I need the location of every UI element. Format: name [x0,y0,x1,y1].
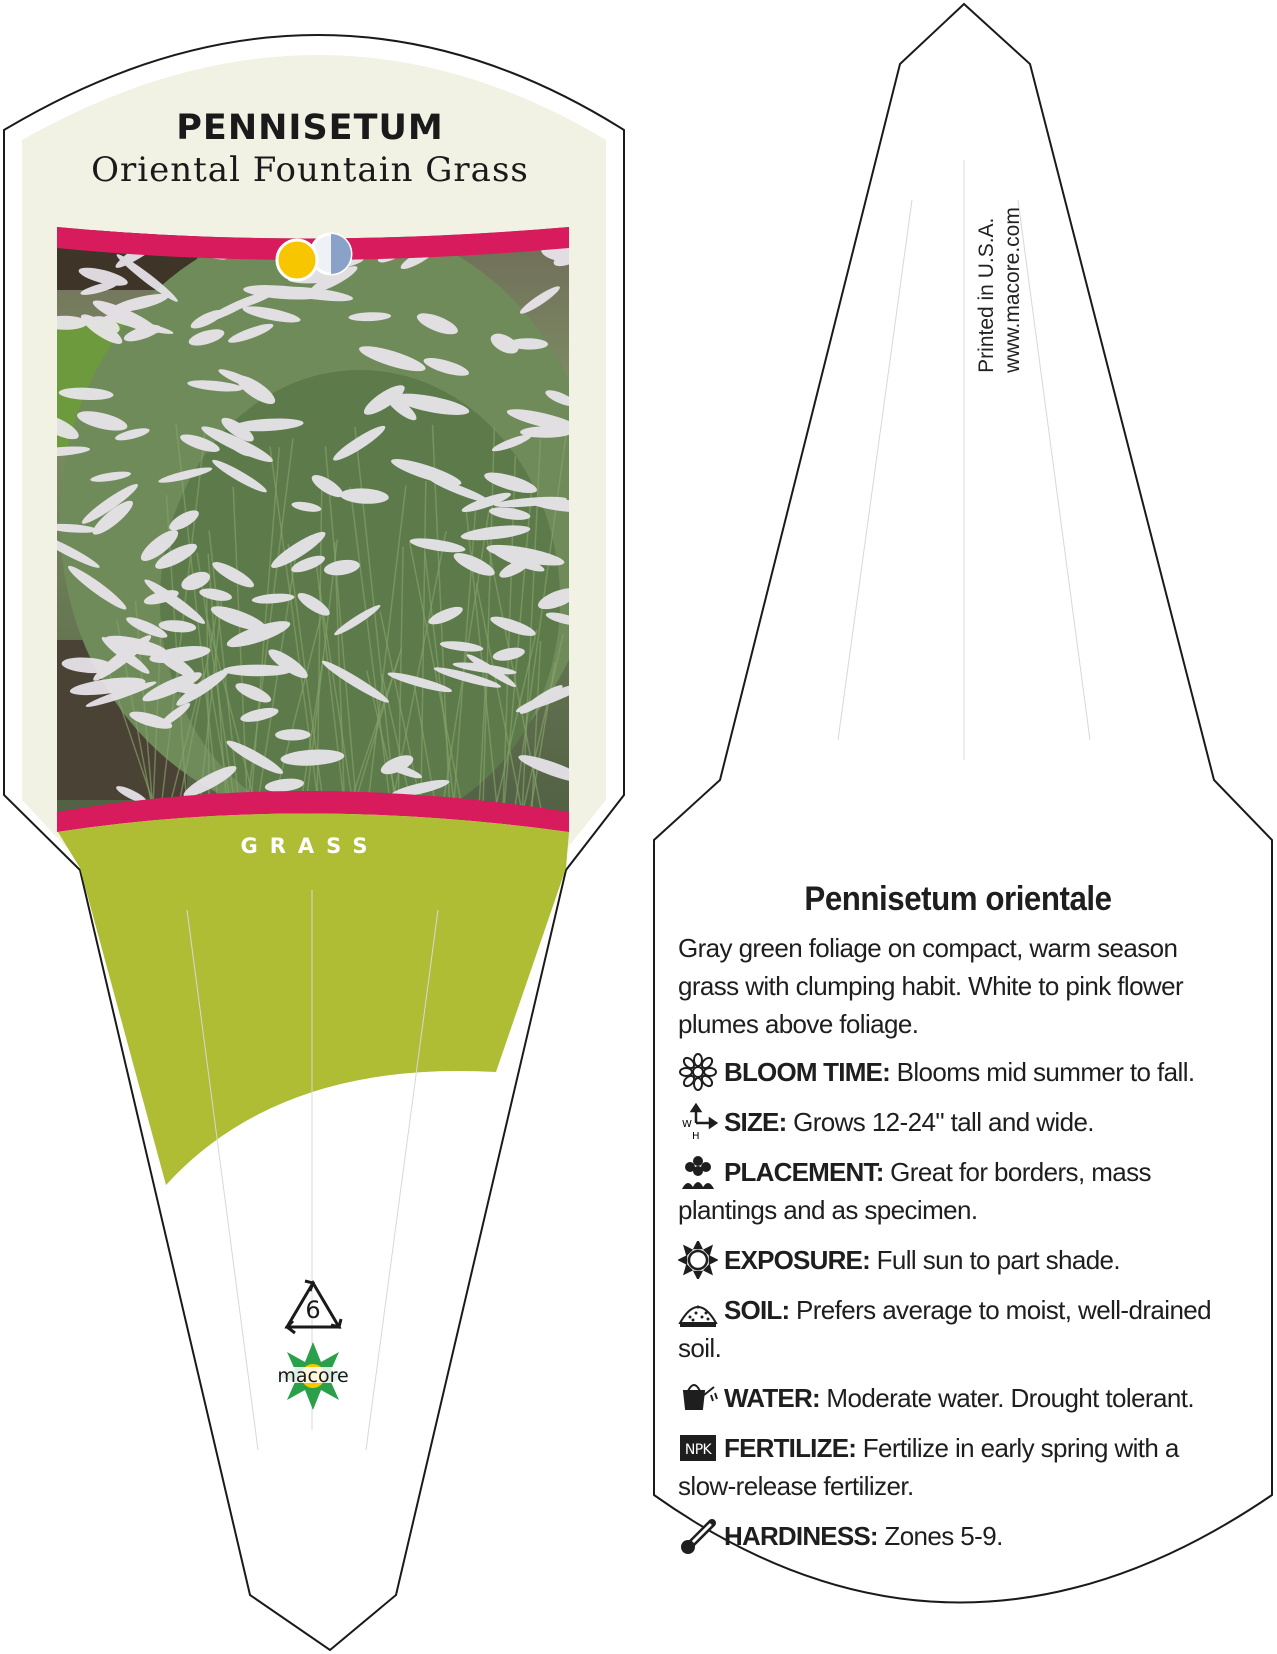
care-info [678,880,1238,1567]
attr-text: Prefers average to moist, well-drained soil. [678,1295,1212,1363]
genus-title: PENNISETUM [176,108,444,148]
attribute-bloom-time [678,1053,1238,1091]
flower-icon [678,1053,720,1091]
attr-label: BLOOM TIME: [724,1057,890,1087]
svg-text:W: W [682,1119,692,1130]
size-arrows-icon [678,1103,720,1141]
placement-icon [678,1153,720,1191]
svg-text:H: H [692,1131,699,1141]
attr-text: Zones 5-9. [877,1521,1003,1551]
common-name: Oriental Fountain Grass [91,150,529,190]
attribute-hardiness [678,1517,1238,1555]
attribute-size [678,1103,1238,1141]
attribute-soil [678,1291,1238,1367]
attr-label: HARDINESS: [724,1521,878,1551]
printed-in: Printed in U.S.A. [975,217,998,373]
brand-name: macore [277,1365,349,1387]
attr-label: FERTILIZE: [724,1433,857,1463]
exposure-badge-icon [277,234,351,280]
website: www.macore.com [1001,207,1024,373]
attribute-fertilize [678,1429,1238,1505]
plant-photo [31,220,602,840]
attribute-water [678,1379,1238,1417]
attr-label: PLACEMENT: [724,1157,884,1187]
attribute-placement [678,1153,1238,1229]
description: Gray green foliage on compact, warm season grass with clumping habit. White to pink flower plumes above foliage. [678,933,1184,1039]
attr-text: Great for borders, mass plantings and as specimen. [678,1157,1151,1225]
botanical-name: Pennisetum orientale [804,880,1112,918]
attr-label: SOIL: [724,1295,790,1325]
attr-label: WATER: [724,1383,820,1413]
attr-text: Grows 12-24" tall and wide. [786,1107,1094,1137]
recycle-code: 6 [305,1296,321,1324]
attr-text: Blooms mid summer to fall. [889,1057,1195,1087]
npk-icon [678,1429,720,1467]
attr-label: EXPOSURE: [724,1245,870,1275]
thermometer-icon [678,1517,720,1555]
attribute-exposure [678,1241,1238,1279]
attr-label: SIZE: [724,1107,787,1137]
attr-text: Fertilize in early spring with a slow-release fertilizer. [678,1433,1179,1501]
printed-in-block [974,207,1026,373]
watering-can-icon [678,1379,720,1417]
category-label: GRASS [240,834,380,858]
attr-text: Moderate water. Drought tolerant. [819,1383,1194,1413]
attr-text: Full sun to part shade. [869,1245,1121,1275]
sun-icon [678,1241,720,1279]
soil-icon [678,1291,720,1329]
svg-text:NPK: NPK [684,1442,712,1458]
